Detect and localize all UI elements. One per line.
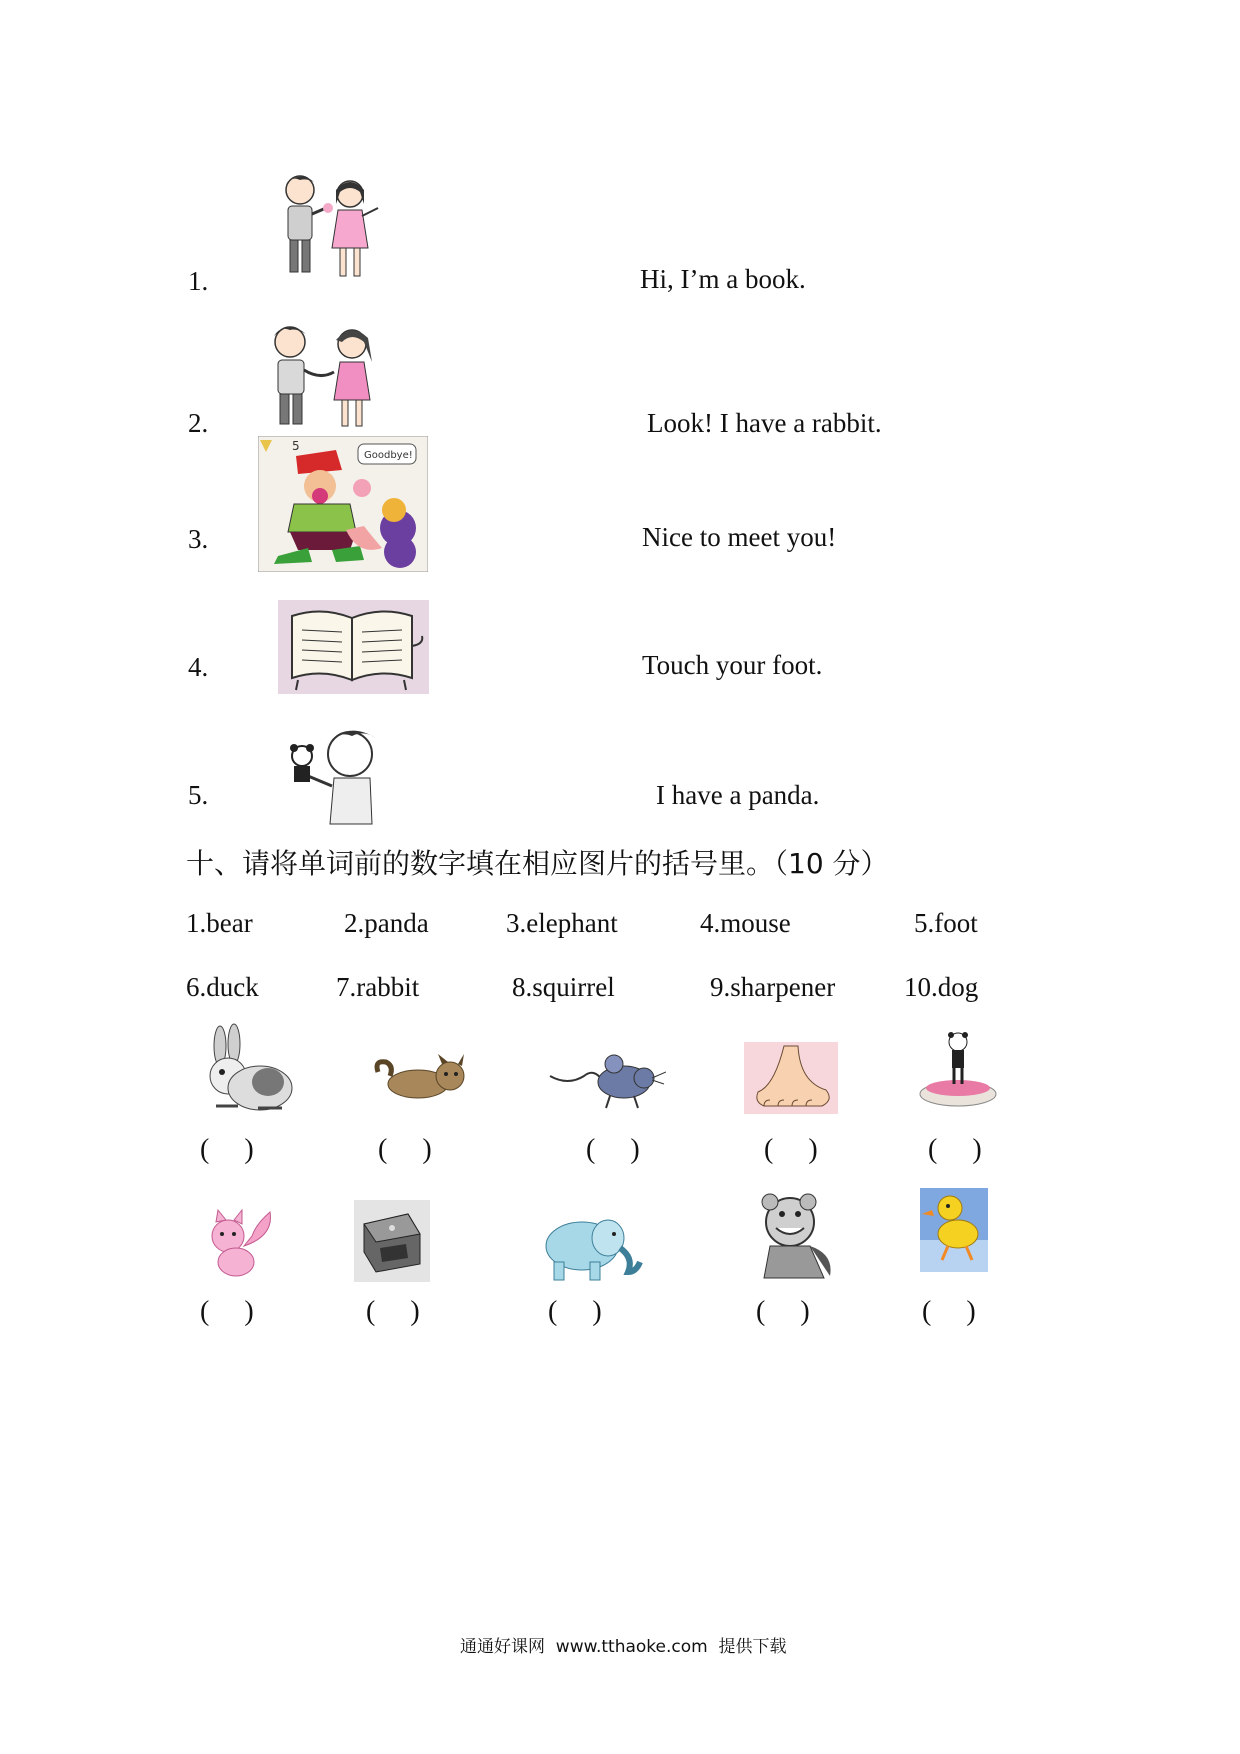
word-sharpener: 9.sharpener: [710, 972, 836, 1002]
squirrel-icon: [204, 1206, 276, 1280]
boy-girl-handshake-icon: [254, 318, 386, 430]
item-1-sentence: Hi, I’m a book.: [640, 264, 806, 294]
image-corner-number: 5: [292, 439, 300, 453]
item-3-number: 3.: [188, 524, 209, 554]
elephant-icon: [536, 1212, 646, 1284]
item-5-number: 5.: [188, 780, 209, 810]
item-4-sentence: Touch your foot.: [642, 650, 823, 680]
item-5-sentence: I have a panda.: [656, 780, 820, 810]
dog-icon: [372, 1052, 472, 1104]
speech-bubble-text: Goodbye!: [364, 450, 413, 461]
sharpener-icon: [354, 1200, 430, 1282]
word-squirrel: 8.squirrel: [512, 972, 615, 1002]
item-2-sentence: Look! I have a rabbit.: [647, 408, 882, 438]
duck-icon: [920, 1188, 988, 1272]
answer-paren[interactable]: ( ): [922, 1296, 976, 1327]
answer-paren[interactable]: ( ): [548, 1296, 602, 1327]
word-elephant: 3.elephant: [506, 908, 618, 938]
word-rabbit: 7.rabbit: [336, 972, 420, 1002]
answer-paren[interactable]: ( ): [378, 1134, 432, 1165]
foot-icon: [744, 1042, 838, 1114]
answer-paren[interactable]: ( ): [200, 1296, 254, 1327]
word-duck: 6.duck: [186, 972, 259, 1002]
open-book-icon: [278, 600, 429, 694]
footer-credit: 通通好课网 www.tthaoke.com 提供下载: [460, 1637, 787, 1657]
word-mouse: 4.mouse: [700, 908, 791, 938]
item-4-number: 4.: [188, 652, 209, 682]
word-dog: 10.dog: [904, 972, 979, 1002]
panda-icon: [916, 1030, 1002, 1112]
answer-paren[interactable]: ( ): [764, 1134, 818, 1165]
item-2-number: 2.: [188, 408, 209, 438]
mouse-icon: [548, 1046, 666, 1110]
answer-paren[interactable]: ( ): [200, 1134, 254, 1165]
boy-with-panda-icon: [286, 716, 392, 826]
rabbit-icon: [198, 1022, 296, 1114]
item-1-number: 1.: [188, 266, 209, 296]
answer-paren[interactable]: ( ): [756, 1296, 810, 1327]
word-bear: 1.bear: [186, 908, 253, 938]
word-panda: 2.panda: [344, 908, 429, 938]
word-foot: 5.foot: [914, 908, 978, 938]
item-3-sentence: Nice to meet you!: [642, 522, 837, 552]
answer-paren[interactable]: ( ): [586, 1134, 640, 1165]
answer-paren[interactable]: ( ): [366, 1296, 420, 1327]
section-ten-heading: 十、请将单词前的数字填在相应图片的括号里。（10 分）: [186, 847, 889, 880]
answer-paren[interactable]: ( ): [928, 1134, 982, 1165]
bear-icon: [750, 1192, 836, 1284]
boy-girl-waving-icon: [270, 168, 385, 286]
clown-monkey-goodbye-icon: [258, 436, 428, 572]
